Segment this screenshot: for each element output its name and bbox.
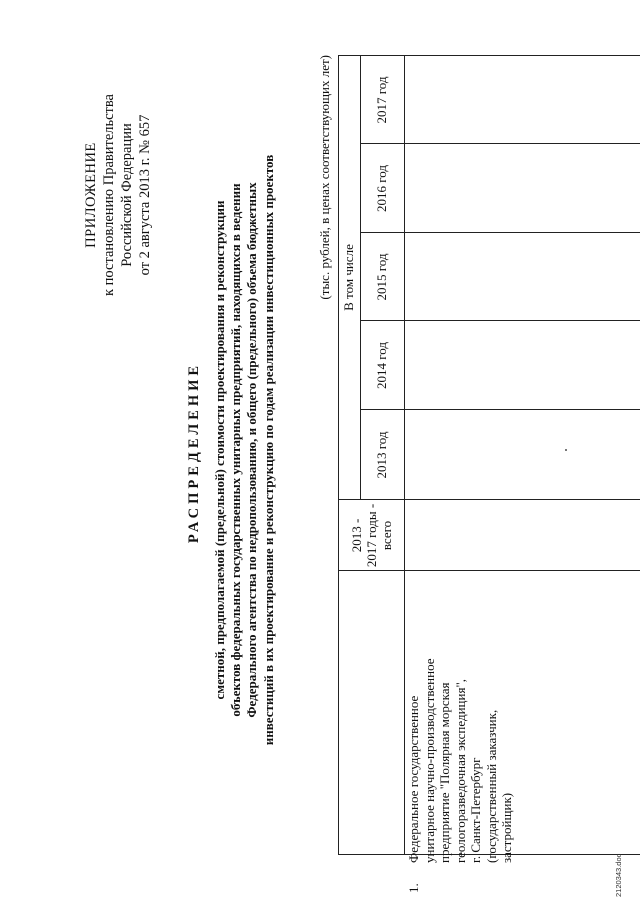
header-year-2017: 2017 год xyxy=(374,76,389,124)
appendix-line-2: к постановлению Правительства xyxy=(101,94,117,296)
appendix-line-3: Российской Федерации xyxy=(119,123,135,267)
header-year-2016: 2016 год xyxy=(374,165,389,212)
document-code: 2120343.doc xyxy=(614,853,623,897)
table-top-border xyxy=(338,55,339,855)
document-title: РАСПРЕДЕЛЕНИЕ xyxy=(186,361,202,544)
table-header-bottom-border xyxy=(404,55,405,855)
subtitle-line: инвестиций в их проектирование и реконструкцию по годам реализации инвестиционных проектов xyxy=(260,154,276,746)
subtitle-line: Федерального агентства по недропользованию, и общего (предельного) объема бюджетных xyxy=(244,182,260,718)
scan-speck xyxy=(565,449,567,451)
row-name-line: унитарное научно-производственное xyxy=(421,658,437,863)
row-name-line: г. Санкт-Петербург xyxy=(468,757,483,863)
table-divider xyxy=(360,232,640,233)
header-year-2014: 2014 год xyxy=(374,342,389,389)
table-subheader-divider xyxy=(360,55,361,500)
row-number: 1. xyxy=(406,883,421,893)
row-name-line: (государственный заказчик, xyxy=(483,709,499,863)
appendix-line-4: от 2 августа 2013 г. № 657 xyxy=(137,114,153,276)
units-note: (тыс. рублей, в ценах соответствующих лет) xyxy=(317,55,332,300)
table-divider xyxy=(360,143,640,144)
subtitle-line: объектов федеральных государственных унитарных предприятий, находящихся в ведении xyxy=(228,183,244,717)
appendix-header xyxy=(82,85,154,305)
row-name-line: застройщик) xyxy=(499,792,514,863)
header-including: В том числе xyxy=(341,244,356,311)
row-organization-name xyxy=(406,503,515,863)
appendix-title: ПРИЛОЖЕНИЕ xyxy=(83,142,99,248)
row-name-line: геологоразведочная экспедиция", xyxy=(452,678,468,863)
header-year-2013: 2013 год xyxy=(374,431,389,479)
header-total-line: всего xyxy=(379,520,394,551)
subtitle-line: сметной, предполагаемой (предельной) стоимости проектирования и реконструкции xyxy=(212,200,227,700)
header-total-line: 2017 годы - xyxy=(364,503,379,568)
row-name-line: Федеральное государственное xyxy=(406,695,421,863)
table-divider xyxy=(360,409,640,410)
header-year-2015: 2015 год xyxy=(374,253,389,301)
document-subtitle xyxy=(212,130,277,770)
row-name-line: предприятие "Полярная морская xyxy=(437,682,452,863)
header-total xyxy=(349,500,394,571)
table-divider xyxy=(360,320,640,321)
header-total-line: 2013 - xyxy=(349,518,364,553)
